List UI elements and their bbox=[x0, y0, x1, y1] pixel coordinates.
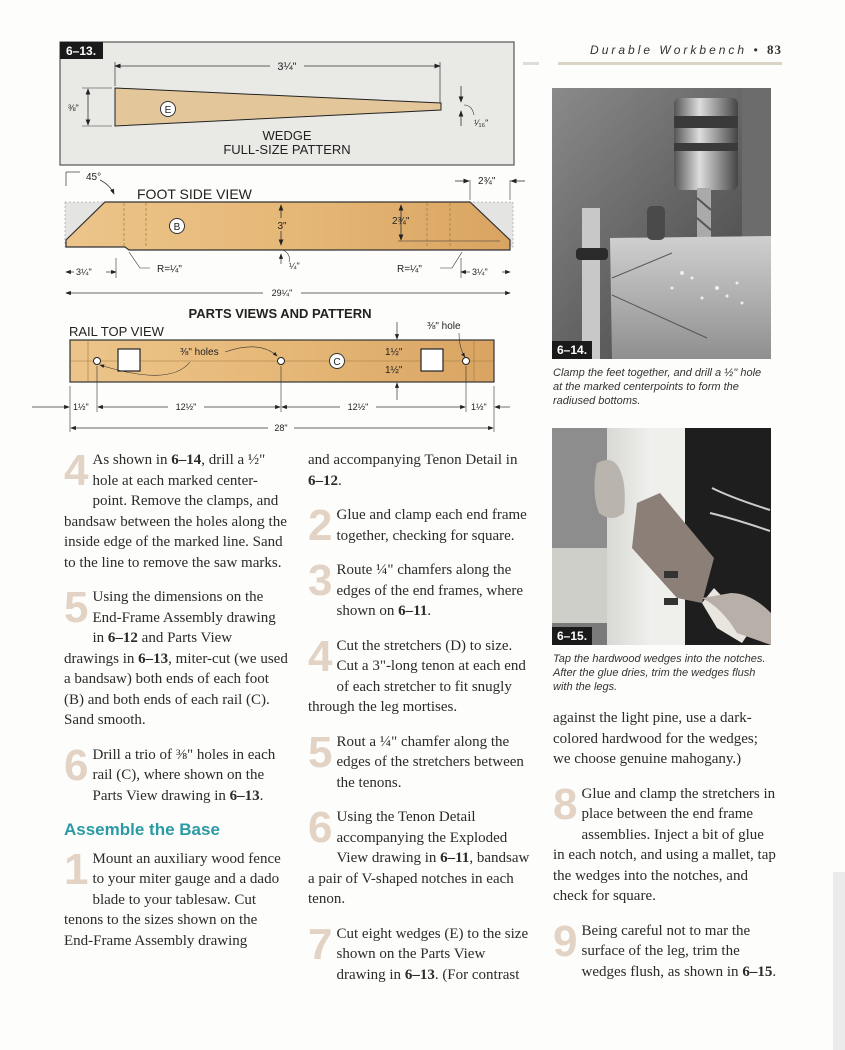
step-paragraph: 6 Using the Tenon Detail accompanying the Exploded View drawing in 6–11, bandsaw a pair of V-shaped notches in each tenon. bbox=[308, 803, 530, 907]
caption-6-14: Clamp the feet together, and drill a ½" hole at the marked centerpoints to form the radiused bottoms. bbox=[553, 367, 762, 407]
caption-6-15: Tap the hardwood wedges into the notches. After the glue dries, trim the wedges flush with the legs. bbox=[553, 653, 766, 693]
foot-relief-label: ¼" bbox=[289, 261, 300, 271]
hole-center bbox=[278, 358, 285, 365]
step-number: 6 bbox=[64, 740, 89, 790]
step-paragraph: 3 Route ¼" chamfers along the edges of the end frames, where shown on 6–11. bbox=[308, 556, 524, 619]
wedge-panel bbox=[60, 42, 514, 165]
drill-press-photo bbox=[552, 88, 771, 359]
figure-reference: 6–11 bbox=[440, 850, 470, 866]
step-paragraph: 7 Cut eight wedges (E) to the size shown on the Parts View drawing in 6–13. (For contrast bbox=[308, 919, 529, 983]
step-number: 4 bbox=[308, 631, 333, 681]
header-bullet: • bbox=[753, 43, 761, 57]
mortise-right bbox=[421, 349, 443, 371]
rail-holes-label: ⅜" holes bbox=[180, 347, 219, 358]
figure-reference: 6–13 bbox=[229, 787, 260, 804]
step-number: 6 bbox=[308, 803, 333, 852]
svg-text:E: E bbox=[164, 105, 172, 116]
photo-6-15 bbox=[552, 428, 771, 645]
foot-radius-left-label: R=¼" bbox=[157, 264, 182, 275]
step-paragraph: 9 Being careful not to mar the surface of the leg, trim the wedges flush, as shown in 6–15. bbox=[553, 916, 777, 980]
foot-length-label: 29¼" bbox=[271, 288, 293, 298]
foot-angle-label: 45° bbox=[86, 172, 102, 183]
hole-left bbox=[94, 358, 101, 365]
step-paragraph: and accompanying Tenon Detail in 6–12. bbox=[308, 452, 518, 489]
section-heading: Assemble the Base bbox=[64, 820, 220, 839]
step-paragraph: 5 Using the dimensions on the End-Frame Assembly drawing in 6–12 and Parts View drawings in 6–13, miter-cut (we used a bandsaw) both ends of each foot (B) and both ends of each rail (C). Sand smooth. bbox=[64, 583, 288, 728]
fig-6-13-label: 6–13. bbox=[66, 44, 97, 58]
foot-inner-height-label: 2¾" bbox=[392, 216, 410, 227]
step-number: 1 bbox=[64, 844, 89, 894]
figure-reference: 6–14 bbox=[171, 452, 202, 468]
wedge-thin-label: ¹⁄₁₆" bbox=[474, 118, 489, 128]
text-column-3 bbox=[553, 708, 779, 996]
text-column-1 bbox=[64, 446, 290, 965]
foot-title: FOOT SIDE VIEW bbox=[137, 186, 252, 202]
figure-reference: 6–12 bbox=[107, 630, 138, 646]
fig-6-15-label: 6–15. bbox=[552, 627, 592, 645]
step-number: 9 bbox=[553, 916, 578, 966]
figure-reference: 6–13 bbox=[138, 650, 169, 667]
wedge-thick-label: ⅜" bbox=[68, 103, 79, 113]
figure-reference: 6–15 bbox=[742, 963, 773, 980]
page-edge-strip bbox=[833, 872, 845, 1050]
foot-radius-right-label: R=¼" bbox=[397, 264, 422, 275]
step-number: 5 bbox=[64, 583, 89, 632]
foot-height-label: 3" bbox=[277, 221, 287, 232]
rail-title: RAIL TOP VIEW bbox=[69, 324, 164, 339]
rail-span-right-label: 12½" bbox=[347, 402, 369, 412]
parts-title: PARTS VIEWS AND PATTERN bbox=[188, 306, 372, 321]
wedge-title-2: FULL-SIZE PATTERN bbox=[223, 142, 351, 157]
trimming-wedges-photo bbox=[552, 428, 771, 645]
figure-reference: 6–12 bbox=[308, 472, 338, 489]
rail-length-label: 28" bbox=[274, 423, 288, 433]
step-number: 4 bbox=[64, 446, 89, 495]
rail-hole-label: ⅜" hole bbox=[427, 321, 461, 332]
step-paragraph: 6 Drill a trio of ⅜" holes in each rail (C), where shown on the Parts View drawing in 6–13. bbox=[64, 740, 276, 804]
step-number: 2 bbox=[308, 501, 333, 550]
step-number: 7 bbox=[308, 919, 333, 969]
hole-right bbox=[463, 358, 470, 365]
book-title: Durable Workbench bbox=[590, 43, 748, 57]
foot-end-left-label: 3¼" bbox=[76, 267, 92, 277]
step-paragraph: 2 Glue and clamp each end frame together, checking for square. bbox=[308, 501, 527, 550]
step-paragraph: 5 Rout a ¼" chamfer along the edges of the stretchers between the tenons. bbox=[308, 727, 524, 791]
wedge-length-label: 3¼" bbox=[277, 61, 297, 73]
rail-half-width-top: 1½" bbox=[385, 347, 403, 358]
step-number: 8 bbox=[553, 779, 578, 829]
foot-end-width-label: 2¾" bbox=[478, 176, 496, 187]
foot-side-view bbox=[65, 172, 525, 298]
rail-half-width-bottom: 1½" bbox=[385, 365, 403, 376]
step-paragraph: 1 Mount an auxiliary wood fence to your miter gauge and a dado blade to your tablesaw. Cut tenons to the sizes shown on the End-Frame Assembly drawing bbox=[64, 844, 281, 949]
wedge-title-1: WEDGE bbox=[262, 128, 312, 143]
rail-top-view bbox=[32, 321, 510, 433]
rail-span-left-label: 12½" bbox=[175, 402, 197, 412]
fig-6-14-label: 6–14. bbox=[552, 341, 592, 359]
figure-reference: 6–11 bbox=[398, 603, 428, 619]
figure-reference: 6–13 bbox=[404, 966, 435, 983]
step-paragraph: 4 As shown in 6–14, drill a ½" hole at each marked center-point. Remove the clamps, and bandsaw between the holes along the inside edge of the marked line. Sand to the line to remove the saw marks. bbox=[64, 446, 287, 571]
step-paragraph: against the light pine, use a dark-colored hardwood for the wedges; we choose genuine mahogany.) bbox=[553, 710, 758, 767]
step-paragraph: 8 Glue and clamp the stretchers in place between the end frame assemblies. Inject a bit of glue in each notch, and using a mallet, tap the wedges into the notches, and check for square. bbox=[553, 779, 776, 904]
page-number: 83 bbox=[767, 42, 782, 57]
step-number: 3 bbox=[308, 556, 333, 605]
svg-text:B: B bbox=[173, 222, 181, 233]
rail-end-right-label: 1½" bbox=[471, 402, 487, 412]
text-column-2 bbox=[308, 450, 534, 999]
rail-end-left-label: 1½" bbox=[73, 402, 89, 412]
foot-end-right-label: 3¼" bbox=[472, 267, 488, 277]
photo-6-14 bbox=[552, 88, 771, 359]
svg-text:C: C bbox=[333, 357, 341, 368]
step-number: 5 bbox=[308, 727, 333, 777]
step-paragraph: 4 Cut the stretchers (D) to size. Cut a 3"-long tenon at each end of each stretcher to fit snugly through the leg mortises. bbox=[308, 631, 526, 715]
mortise-left bbox=[118, 349, 140, 371]
